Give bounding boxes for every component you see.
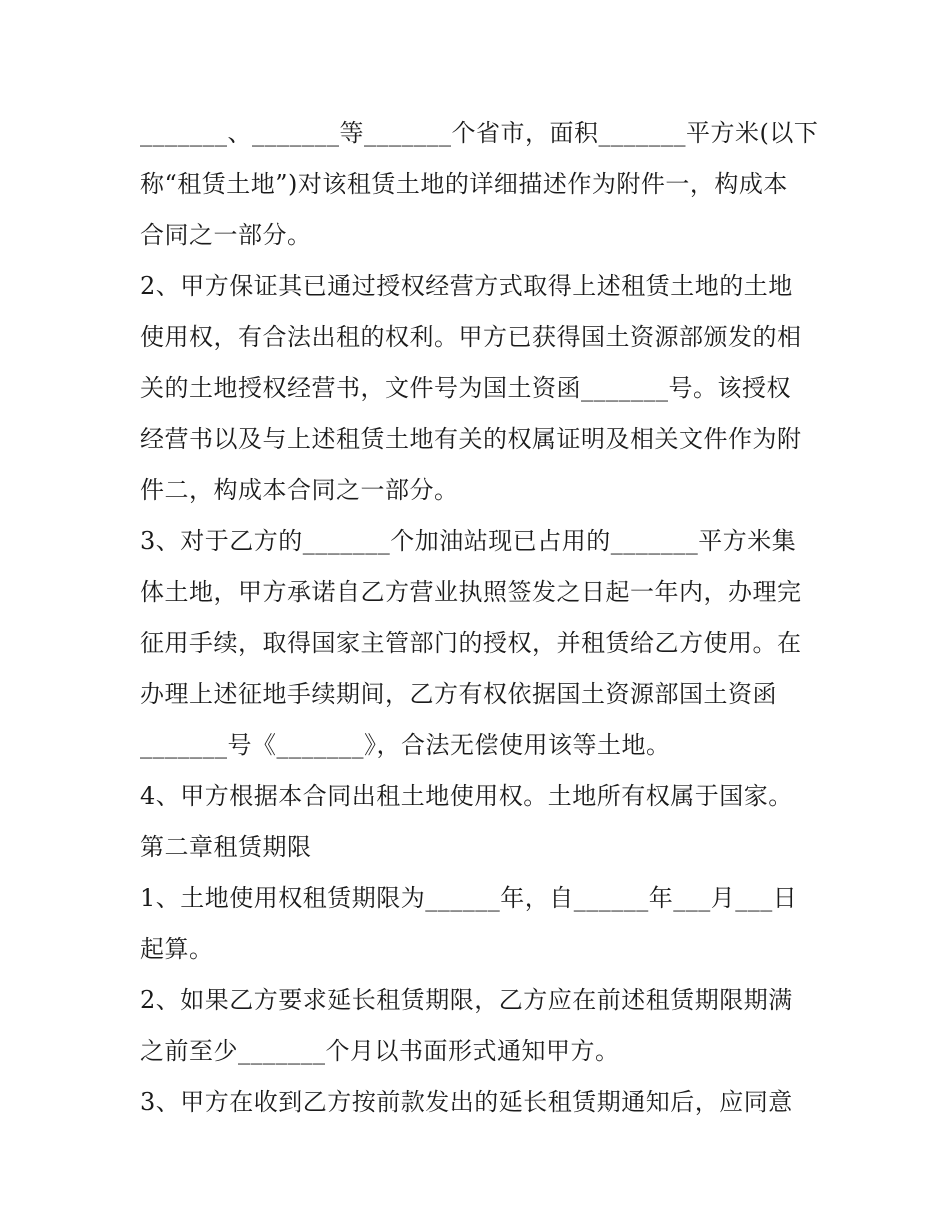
text-line: 2、甲方保证其已通过授权经营方式取得上述租赁土地的土地 xyxy=(140,272,793,300)
text-line: 经营书以及与上述租赁土地有关的权属证明及相关文件作为附 xyxy=(140,425,802,453)
text-line: 称“租赁土地”)对该租赁土地的详细描述作为附件一，构成本 xyxy=(140,170,788,198)
text-line: 3、甲方在收到乙方按前款发出的延长租赁期通知后，应同意 xyxy=(140,1088,793,1116)
text-line: 关的土地授权经营书，文件号为国土资函_______号。该授权 xyxy=(140,374,791,402)
text-line: 合同之一部分。 xyxy=(140,221,312,249)
text-line: 使用权，有合法出租的权利。甲方已获得国土资源部颁发的相 xyxy=(140,323,802,351)
text-line: _______号《_______》，合法无偿使用该等土地。 xyxy=(140,731,671,759)
text-line: 体土地，甲方承诺自乙方营业执照签发之日起一年内，办理完 xyxy=(140,578,802,606)
text-line: 办理上述征地手续期间，乙方有权依据国土资源部国土资函 xyxy=(140,680,777,708)
contract-text xyxy=(140,108,820,1128)
text-line: 征用手续，取得国家主管部门的授权，并租赁给乙方使用。在 xyxy=(140,629,802,657)
text-line: 2、如果乙方要求延长租赁期限，乙方应在前述租赁期限期满 xyxy=(140,986,793,1014)
text-line: 起算。 xyxy=(140,935,214,963)
text-line: 3、对于乙方的_______个加油站现已占用的_______平方米集 xyxy=(140,527,797,555)
chapter-heading: 第二章租赁期限 xyxy=(140,833,312,861)
text-line: 件二，构成本合同之一部分。 xyxy=(140,476,459,504)
text-line: 4、甲方根据本合同出租土地使用权。土地所有权属于国家。 xyxy=(140,782,793,810)
text-line: 之前至少_______个月以书面形式通知甲方。 xyxy=(140,1037,620,1065)
text-line: 1、土地使用权租赁期限为______年，自______年___月___日 xyxy=(140,884,798,912)
text-line: _______、_______等_______个省市，面积_______平方米(以下 xyxy=(140,119,819,147)
